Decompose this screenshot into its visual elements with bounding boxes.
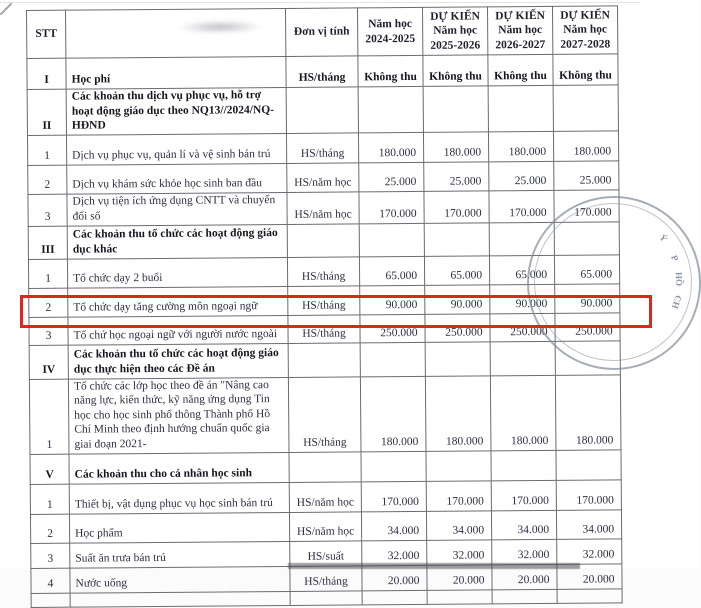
value-cell — [425, 342, 490, 377]
header-year-line: Năm học — [498, 24, 543, 37]
table-row — [28, 161, 619, 195]
value-cell: 20.000 — [557, 564, 622, 590]
header-year-line: Năm học — [368, 18, 413, 31]
value-cell: 250.000 — [425, 314, 490, 343]
stt-cell: 1 — [28, 259, 67, 288]
stt-cell: 2 — [29, 288, 68, 317]
value-cell: 25.000 — [489, 162, 554, 192]
table-row — [29, 375, 621, 455]
value-cell: 180.000 — [553, 131, 618, 162]
value-cell: 180.000 — [490, 375, 556, 450]
stt-cell: 1 — [30, 484, 69, 514]
value-cell: 170.000 — [556, 480, 621, 511]
value-cell: 170.000 — [426, 481, 491, 512]
stt-cell — [31, 593, 70, 607]
unit-cell: HS/tháng — [288, 315, 360, 344]
clipped-next-row-band — [288, 563, 580, 569]
unit-cell — [287, 224, 359, 258]
value-cell — [553, 85, 618, 132]
value-cell: 34.000 — [556, 510, 621, 540]
stamp-text: CH — [669, 294, 684, 310]
description-cell: Học phẩm — [69, 512, 289, 543]
description-cell — [70, 591, 290, 607]
value-cell: Không thu — [488, 54, 553, 86]
value-cell: 32.000 — [427, 540, 492, 566]
value-cell — [360, 342, 425, 377]
value-cell: 170.000 — [554, 190, 619, 222]
value-cell — [427, 590, 492, 605]
unit-cell — [289, 452, 361, 483]
value-cell — [556, 450, 621, 481]
header-year-line: 2026-2027 — [495, 38, 546, 52]
stt-cell: 2 — [28, 165, 67, 194]
scan-edge-line — [0, 2, 640, 3]
value-cell — [492, 589, 557, 604]
header-year-line: DỰ KIẾN — [560, 9, 610, 22]
header-year-line: 2027-2028 — [560, 38, 611, 51]
header-year-line: Năm học — [433, 24, 478, 38]
unit-cell: HS/tháng — [288, 286, 360, 316]
section-row-V — [30, 450, 621, 485]
stt-cell: III — [28, 226, 67, 259]
unit-cell: HS/tháng — [288, 377, 361, 452]
unit-cell: HS/suất — [290, 541, 362, 567]
value-cell: 65.000 — [554, 255, 619, 285]
header-row — [27, 6, 618, 59]
value-cell: 32.000 — [557, 539, 622, 565]
table-row — [27, 131, 618, 166]
page-corner-mark — [0, 3, 12, 16]
value-cell: 170.000 — [491, 480, 556, 511]
header-unit: Đơn vị tính — [285, 8, 357, 57]
value-cell: 25.000 — [554, 161, 619, 191]
value-cell: 180.000 — [358, 133, 423, 164]
value-cell: 90.000 — [490, 284, 555, 314]
value-cell — [491, 450, 556, 481]
unit-cell — [290, 591, 362, 606]
value-cell: 65.000 — [489, 255, 554, 285]
value-cell — [490, 341, 555, 376]
value-cell: 180.000 — [360, 376, 426, 451]
value-cell: 90.000 — [555, 284, 620, 314]
value-cell: 34.000 — [491, 510, 556, 540]
header-stt: STT — [27, 10, 66, 58]
unit-cell: HS/năm học — [289, 482, 361, 513]
value-cell: 180.000 — [423, 132, 488, 163]
value-cell: Không thu — [553, 54, 618, 86]
value-cell: 180.000 — [425, 376, 491, 451]
stt-cell: V — [30, 454, 69, 484]
value-cell: 90.000 — [425, 285, 490, 315]
scan-smudge — [176, 20, 264, 34]
value-cell: 20.000 — [492, 564, 557, 590]
description-cell: Dịch vụ tiện ích ứng dụng CNTT và chuyển đổi số — [67, 193, 287, 226]
value-cell — [361, 451, 426, 482]
value-cell: 170.000 — [361, 481, 426, 512]
value-cell: 90.000 — [360, 285, 425, 315]
value-cell: 25.000 — [359, 163, 424, 193]
description-cell: Dịch vụ khám sức khỏe học sinh ban đầu — [67, 164, 287, 195]
table-row — [30, 480, 621, 515]
header-year-2025-2026 — [422, 7, 487, 56]
value-cell — [424, 223, 489, 257]
value-cell — [423, 86, 488, 133]
header-year-line: Năm học — [563, 23, 608, 37]
description-cell: Học phí — [66, 57, 286, 90]
value-cell — [359, 223, 424, 257]
value-cell — [488, 85, 553, 132]
header-year-2024-2025 — [357, 7, 422, 56]
description-cell: Tổ chức dạy tăng cường môn ngoại ngữ — [68, 286, 288, 317]
description-cell: Các khoản thu dịch vụ phục vụ, hỗ trợ hoạt động giáo dục theo NQ13//2024/NQ-HĐND — [66, 88, 286, 136]
header-year-line: DỰ KIẾN — [495, 9, 545, 23]
value-cell — [358, 87, 423, 134]
description-cell: Các khoản thu cho cá nhân học sinh — [69, 452, 289, 484]
value-cell: 180.000 — [488, 132, 553, 163]
unit-cell: HS/tháng — [287, 257, 359, 287]
value-cell: 250.000 — [490, 313, 555, 342]
value-cell: 250.000 — [360, 314, 425, 343]
description-cell: Nước uống — [70, 566, 290, 593]
value-cell: Không thu — [358, 56, 423, 88]
official-stamp — [655, 202, 700, 367]
table-row — [30, 510, 621, 544]
stamp-text: Ý — [657, 232, 670, 244]
header-year-line: 2024-2025 — [365, 32, 416, 45]
value-cell: 34.000 — [426, 511, 491, 541]
value-cell — [557, 589, 622, 604]
description-cell: Tổ chức các lớp học theo đề án "Nâng cao năng lực, kiến thức, kỹ năng ứng dụng Tin học cho học sinh phổ thông Thành phố Hồ Chí Minh theo định hướng chuẩn quốc gia giai đoạn 2021- — [68, 377, 289, 454]
unit-cell: HS/tháng — [286, 56, 358, 88]
stt-cell: 4 — [31, 568, 70, 593]
stamp-ring-icon — [534, 203, 692, 361]
value-cell — [426, 451, 491, 482]
section-row-IV — [29, 341, 620, 380]
value-cell: 180.000 — [555, 375, 621, 450]
stt-cell: 3 — [28, 194, 67, 226]
header-year-2026-2027 — [487, 6, 552, 55]
description-cell: Các khoản thu tổ chức các hoạt động giáo dục khác — [67, 224, 287, 259]
unit-cell: HS/năm học — [287, 163, 359, 193]
stt-cell: I — [27, 58, 66, 89]
description-cell: Thiết bị, vật dụng phục vụ học sinh bán trú — [69, 482, 289, 514]
value-cell: 65.000 — [359, 256, 424, 286]
value-cell: Không thu — [423, 55, 488, 87]
value-cell — [362, 590, 427, 605]
value-cell: 32.000 — [362, 540, 427, 566]
unit-cell: HS/năm học — [289, 512, 361, 542]
value-cell: 34.000 — [361, 511, 426, 541]
stt-cell: 3 — [31, 543, 70, 568]
stt-cell: 2 — [30, 514, 69, 543]
header-year-2027-2028 — [552, 6, 617, 55]
value-cell: 20.000 — [427, 565, 492, 591]
header-year-line: 2025-2026 — [430, 39, 481, 52]
unit-cell: HS/năm học — [287, 192, 359, 224]
value-cell: 25.000 — [424, 162, 489, 192]
stt-cell: II — [27, 89, 66, 135]
stamp-text: P — [669, 253, 681, 263]
value-cell: 170.000 — [489, 191, 554, 223]
description-cell: Suất ăn trưa bán trú — [70, 541, 290, 568]
unit-cell: HS/tháng — [286, 133, 358, 164]
unit-cell: HS/tháng — [290, 566, 362, 592]
description-cell: Tổ chứ học ngoại ngữ với người nước ngoài — [68, 315, 288, 345]
value-cell: 20.000 — [362, 565, 427, 591]
description-cell: Dịch vụ phục vụ, quản lí và vệ sinh bán trú — [66, 134, 286, 166]
header-year-line: DỰ KIẾN — [430, 10, 480, 23]
value-cell: 170.000 — [359, 192, 424, 224]
highlight-box — [20, 295, 652, 328]
unit-cell — [286, 87, 358, 134]
table-row — [28, 190, 619, 226]
value-cell: 32.000 — [492, 539, 557, 565]
description-cell: Các khoản thu tổ chức các hoạt động giáo dục thực hiện theo các Đề án — [68, 343, 288, 379]
stt-cell: 1 — [27, 135, 66, 165]
stamp-text: HỒ — [673, 271, 685, 287]
table-row-hoc-phi — [27, 54, 618, 90]
unit-cell — [288, 343, 360, 378]
value-cell: 250.000 — [555, 313, 620, 342]
stt-cell: 3 — [29, 317, 68, 345]
description-cell: Tổ chức dạy 2 buổi — [67, 257, 287, 288]
value-cell: 65.000 — [424, 256, 489, 286]
stt-cell: IV — [29, 345, 68, 379]
stt-cell: 1 — [29, 379, 69, 454]
value-cell: 170.000 — [424, 191, 489, 223]
section-row-II — [27, 85, 618, 136]
